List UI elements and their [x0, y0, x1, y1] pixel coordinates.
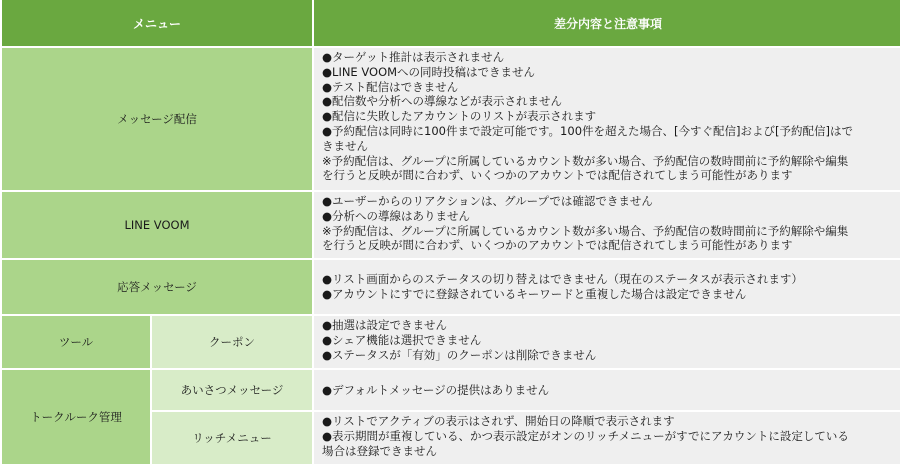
row-label-line-voom: LINE VOOM [2, 192, 312, 258]
text-line: ●予約配信は同時に100件まで設定可能です。100件を超えた場合、[今すぐ配信]および[予約配信]はで [322, 123, 853, 138]
text-line: を行うと反映が間に合わず、いくつかのアカウントでは配信されてしまう可能性があります [322, 238, 793, 253]
row-label-coupon: クーポン [152, 316, 312, 368]
row-content-auto-response [314, 260, 900, 314]
text-line: 場合は登録できません [322, 443, 437, 458]
header-menu: メニュー [2, 0, 312, 46]
text-line: ●分析への導線はありません [322, 208, 471, 223]
text-line: ●シェア機能は選択できません [322, 332, 482, 347]
text-line: ●テスト配信はできません [322, 79, 459, 94]
text-line: ●抽選は設定できません [322, 318, 448, 332]
row-label-richmenu: リッチメニュー [152, 412, 312, 464]
row-label-auto-response: 応答メッセージ [2, 260, 312, 314]
comparison-table [2, 0, 898, 458]
row-label-message: メッセージ配信 [2, 48, 312, 190]
row-label-greeting: あいさつメッセージ [152, 370, 312, 410]
text-line: ※予約配信は、グループに所属しているカウント数が多い場合、予約配信の数時間前に予約解除や編集 [322, 153, 849, 168]
text-line: ●配信に失敗したアカウントのリストが表示されます [322, 109, 597, 124]
text-line: ●ターゲット推計は表示されません [322, 50, 505, 64]
text-line: ●デフォルトメッセージの提供はありません [322, 382, 550, 397]
text-line: ※予約配信は、グループに所属しているカウント数が多い場合、予約配信の数時間前に予約解除や編集 [322, 223, 849, 238]
text-line: ●配信数や分析への導線などが表示されません [322, 94, 563, 109]
text-line: ●リストでアクティブの表示はされず、開始日の降順で表示されます [322, 414, 675, 428]
row-content-greeting [314, 370, 900, 410]
header-diff: 差分内容と注意事項 [314, 0, 900, 46]
text-line: ●表示期間が重複している、かつ表示設定がオンのリッチメニューがすでにアカウントに設定している [322, 428, 849, 443]
row-content-coupon [314, 316, 900, 368]
row-label-tools: ツール [2, 316, 150, 368]
row-content-richmenu [314, 412, 900, 464]
text-line: きません [322, 138, 368, 153]
text-line: ●アカウントにすでに登録されているキーワードと重複した場合は設定できません [322, 287, 747, 301]
text-line: ●ステータスが「有効」のクーポンは削除できません [322, 347, 597, 362]
text-line: ●ユーザーからのリアクションは、グループでは確認できません [322, 194, 653, 208]
text-line: ●リスト画面からのステータスの切り替えはできません（現在のステータスが表示されます） [322, 272, 803, 287]
text-line: を行うと反映が間に合わず、いくつかのアカウントでは配信されてしまう可能性があります [322, 168, 793, 183]
text-line: ●LINE VOOMへの同時投稿はできません [322, 64, 536, 79]
row-label-talkroom: トークルーク管理 [2, 370, 150, 464]
row-content-message [314, 48, 900, 190]
row-content-line-voom [314, 192, 900, 258]
